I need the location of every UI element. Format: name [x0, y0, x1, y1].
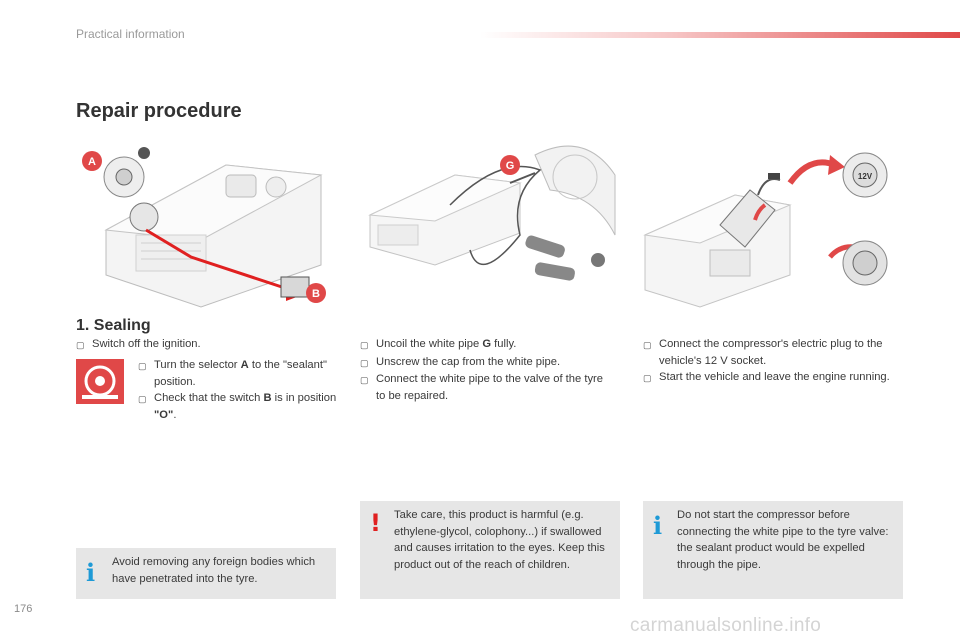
warning-note-harmful: ! Take care, this product is harmful (e.g. ethylene-glycol, colophony...) if swallowed and causes irritation to the eyes. Keep this product out of the reach of children.: [360, 501, 620, 599]
header-accent-bar: [480, 32, 960, 38]
watermark: carmanualsonline.info: [630, 615, 822, 636]
page-number: 176: [14, 603, 33, 615]
bullet-icon: ▢: [138, 361, 147, 371]
socket-12v-label: 12V: [857, 172, 873, 181]
label-b: B: [312, 288, 320, 300]
column-1-sub-bullets: [138, 357, 338, 423]
info-icon: i: [86, 558, 96, 587]
column-3-bullets: [643, 336, 901, 387]
socket-connection-illustration: [640, 135, 905, 312]
column-2-bullets: [360, 336, 615, 404]
bullet-icon: ▢: [360, 375, 369, 385]
bullet-icon: ▢: [360, 340, 369, 350]
list-item: ▢ Connect the compressor's electric plug to the vehicle's 12 V socket.: [643, 336, 901, 369]
list-item: ▢ Uncoil the white pipe G fully.: [360, 336, 615, 354]
list-item: ▢ Check that the switch B is in position "O".: [138, 390, 338, 423]
sealant-selector-icon: [76, 359, 124, 404]
info-note-compressor-start: i Do not start the compressor before connecting the white pipe to the tyre valve: the sealant product would be expelled through the pipe.: [643, 501, 903, 599]
bullet-icon: ▢: [643, 340, 652, 350]
pipe-connection-illustration: [360, 135, 620, 312]
list-item: ▢ Turn the selector A to the "sealant" position.: [138, 357, 338, 390]
page-title: Repair procedure: [76, 100, 242, 122]
list-item: ▢ Unscrew the cap from the white pipe.: [360, 354, 615, 372]
info-icon: i: [653, 511, 663, 540]
compressor-selector-illustration: [76, 135, 336, 312]
list-item: ▢ Connect the white pipe to the valve of the tyre to be repaired.: [360, 371, 615, 404]
step-heading: 1. Sealing: [76, 317, 151, 334]
bullet-icon: ▢: [76, 340, 85, 350]
label-g: G: [505, 160, 515, 172]
list-item: ▢ Start the vehicle and leave the engine running.: [643, 369, 901, 387]
column-1-bullets: [76, 336, 326, 354]
info-note-foreign-bodies: i Avoid removing any foreign bodies which have penetrated into the tyre.: [76, 548, 336, 599]
bullet-icon: ▢: [643, 373, 652, 383]
section-header: Practical information: [76, 27, 185, 41]
list-item: ▢ Switch off the ignition.: [76, 336, 326, 354]
warning-icon: !: [370, 509, 381, 537]
bullet-icon: ▢: [138, 394, 147, 404]
bullet-icon: ▢: [360, 357, 369, 368]
label-a: A: [88, 156, 96, 168]
